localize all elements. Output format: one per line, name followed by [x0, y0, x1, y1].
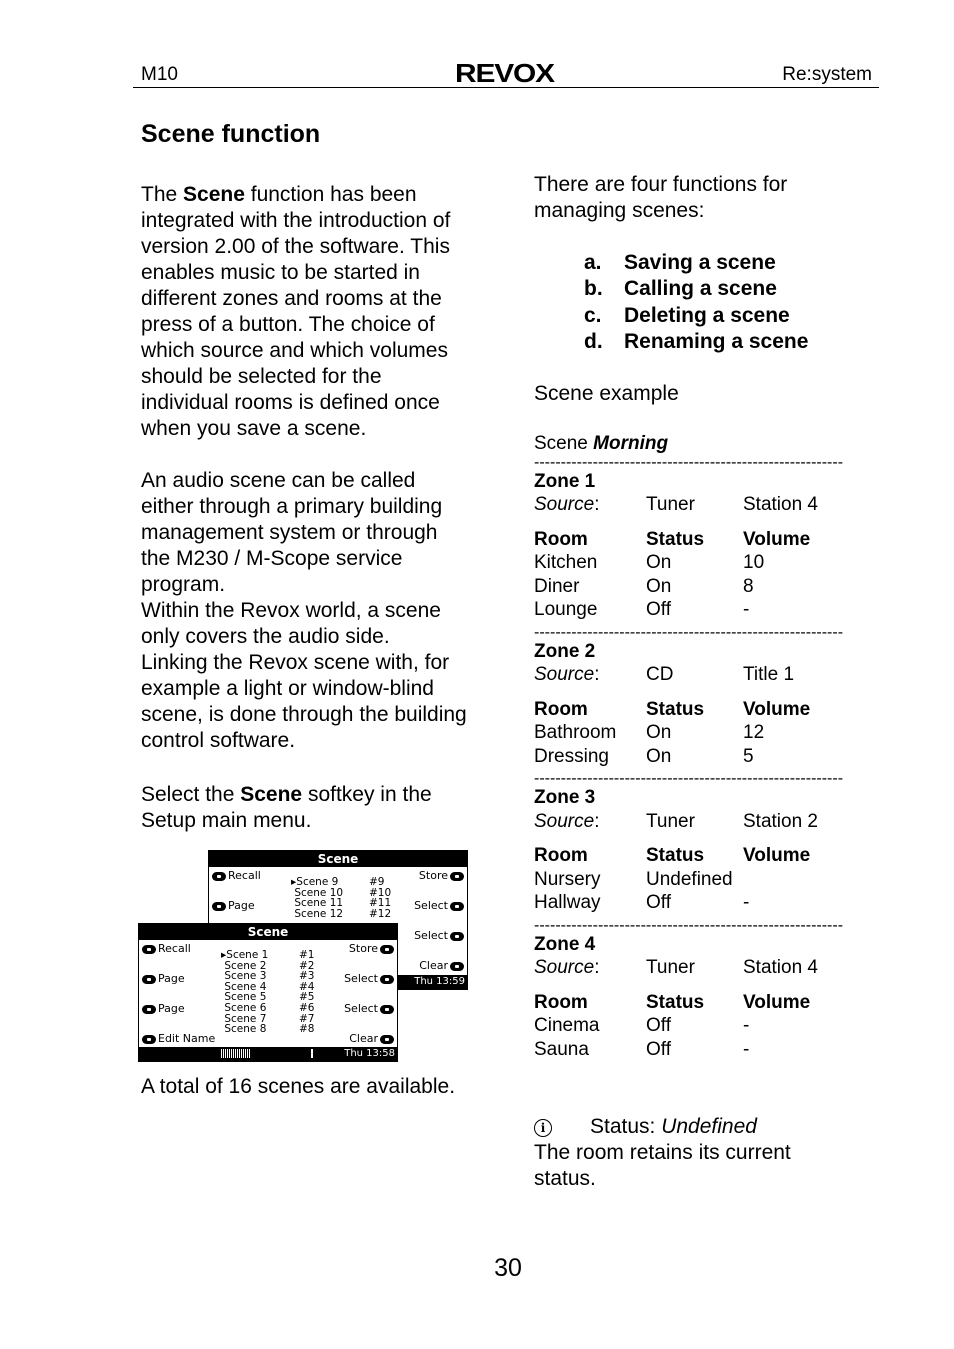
scene-list-item[interactable]: Scene 12 #12 — [294, 907, 392, 920]
scene-list-item[interactable]: Scene 5 #5 — [224, 991, 315, 1004]
list-item: c. Deleting a scene — [584, 303, 790, 327]
up-arrow-icon — [380, 975, 394, 984]
info-icon: i — [534, 1119, 552, 1137]
scene-list-item[interactable]: Scene 7 #7 — [224, 1012, 315, 1025]
scrollbar-thumb[interactable] — [311, 1049, 313, 1058]
select-up-softkey[interactable]: Select — [344, 972, 396, 985]
header-product: Re:system — [782, 64, 872, 85]
edit-name-softkey[interactable]: Edit Name — [140, 1032, 215, 1045]
scene-list — [291, 877, 391, 919]
scene-list — [221, 950, 314, 1035]
softkey-icon — [380, 945, 394, 954]
scene-list-item[interactable]: Scene 2 #2 — [224, 959, 315, 972]
list-item: b. Calling a scene — [584, 277, 777, 301]
recall-softkey[interactable]: Recall — [140, 942, 191, 955]
clear-softkey[interactable]: Clear — [349, 1032, 396, 1045]
room-row: Nursery Undefined — [534, 868, 733, 890]
separator: ---------------------------------------------------------- — [534, 918, 844, 933]
select-down-softkey[interactable]: Select — [414, 929, 466, 942]
zone-source: Source: CD Title 1 — [534, 664, 795, 685]
functions-list — [584, 250, 808, 355]
audio-scene-paragraph: An audio scene can be called either through a primary building management system or through the M230 / M-Scope service program. Within the Revox world, a scene only covers the audio side. Linking the Revox scene with, for example a light or window-blind scene, is done through the building control software. — [141, 469, 467, 752]
functions-intro: There are four functions for managing scenes: — [534, 173, 788, 222]
zone-source: Source: Tuner Station 4 — [534, 957, 818, 978]
page-number: 30 — [494, 1254, 522, 1282]
up-arrow-icon — [142, 975, 156, 984]
softkey-icon — [450, 872, 464, 881]
zone-title: Zone 2 — [534, 640, 596, 662]
screen-footer — [139, 1047, 397, 1061]
zone-title: Zone 3 — [534, 787, 596, 808]
room-row: Cinema Off - — [534, 1015, 750, 1036]
intro-paragraph: The Scene function has been integrated with the introduction of version 2.00 of the software. This enables music to be started in different zones and rooms at the press of a button. The choice of which source and which volumes should be selected for the individual rooms is defined once when you save a scene. — [141, 183, 451, 440]
scene-list-item[interactable]: Scene 3 #3 — [224, 970, 315, 983]
scene-screen-page1 — [138, 923, 398, 1062]
clock: Thu 13:59 — [414, 976, 465, 987]
softkey-icon — [142, 945, 156, 954]
page-title: Scene function — [141, 120, 321, 148]
scene-example-label: Scene example — [534, 382, 679, 405]
down-arrow-icon — [450, 932, 464, 941]
zone-title: Zone 4 — [534, 933, 596, 955]
status-note-text: The room retains its current status. — [534, 1141, 791, 1190]
room-header: Room Status Volume — [534, 991, 811, 1013]
clear-softkey[interactable]: Clear — [419, 959, 466, 972]
clock: Thu 13:58 — [344, 1048, 395, 1059]
room-row: Diner On 8 — [534, 575, 754, 597]
zone-source: Source: Tuner Station 4 — [534, 494, 818, 515]
room-header: Room Status Volume — [534, 845, 811, 866]
recall-softkey[interactable]: Recall — [210, 869, 261, 882]
softkey-icon — [142, 1035, 156, 1044]
room-header: Room Status Volume — [534, 698, 811, 720]
scene-example-block — [534, 432, 864, 1061]
store-softkey[interactable]: Store — [349, 942, 396, 955]
separator: ---------------------------------------------------------- — [534, 625, 844, 640]
softkey-icon — [212, 872, 226, 881]
room-row: Kitchen On 10 — [534, 552, 765, 573]
store-softkey[interactable]: Store — [419, 869, 466, 882]
room-header: Room Status Volume — [534, 528, 811, 550]
separator: ---------------------------------------------------------- — [534, 455, 844, 470]
page-up-softkey[interactable]: Page — [140, 972, 185, 985]
softkey-icon — [450, 962, 464, 971]
down-arrow-icon — [380, 1005, 394, 1014]
scene-list-item[interactable]: Scene 10 #10 — [294, 886, 392, 899]
header-rule — [133, 87, 879, 88]
up-arrow-icon — [212, 902, 226, 911]
up-arrow-icon — [450, 902, 464, 911]
scrollbar-track[interactable] — [221, 1049, 251, 1058]
figure-caption: A total of 16 scenes are available. — [141, 1075, 456, 1098]
scene-list-item[interactable]: ▸Scene 9 #9 — [291, 876, 385, 888]
separator: ---------------------------------------------------------- — [534, 772, 844, 786]
scene-list-item[interactable]: Scene 11 #11 — [294, 897, 392, 910]
scene-list-item[interactable]: Scene 8 #8 — [224, 1023, 315, 1036]
softkey-paragraph: Select the Scene softkey in the Setup main menu. — [141, 783, 432, 832]
room-row: Hallway Off - — [534, 892, 750, 913]
select-up-softkey[interactable]: Select — [414, 899, 466, 912]
revox-logo: REVOX — [455, 58, 554, 88]
room-row: Dressing On 5 — [534, 745, 754, 767]
list-item: a. Saving a scene — [584, 251, 776, 274]
status-note-heading: i Status: Undefined — [534, 1114, 874, 1140]
room-row: Sauna Off - — [534, 1038, 750, 1060]
page-down-softkey[interactable]: Page — [140, 1002, 185, 1015]
room-row: Bathroom On 12 — [534, 722, 765, 743]
down-arrow-icon — [142, 1005, 156, 1014]
room-row: Lounge Off - — [534, 599, 750, 620]
softkey-icon — [380, 1035, 394, 1044]
status-note — [534, 1114, 874, 1192]
scene-name-line: Scene Morning — [534, 433, 669, 454]
zone-title: Zone 1 — [534, 470, 596, 492]
list-item: d. Renaming a scene — [584, 329, 809, 353]
screen-title: Scene — [209, 851, 467, 867]
select-down-softkey[interactable]: Select — [344, 1002, 396, 1015]
zone-source: Source: Tuner Station 2 — [534, 810, 818, 832]
scene-list-item[interactable]: ▸Scene 1 #1 — [221, 949, 315, 961]
screen-title: Scene — [139, 924, 397, 940]
header-model: M10 — [141, 64, 178, 85]
scene-list-item[interactable]: Scene 6 #6 — [224, 1001, 315, 1014]
page-up-softkey[interactable]: Page — [210, 899, 255, 912]
scene-list-item[interactable]: Scene 4 #4 — [224, 980, 315, 993]
